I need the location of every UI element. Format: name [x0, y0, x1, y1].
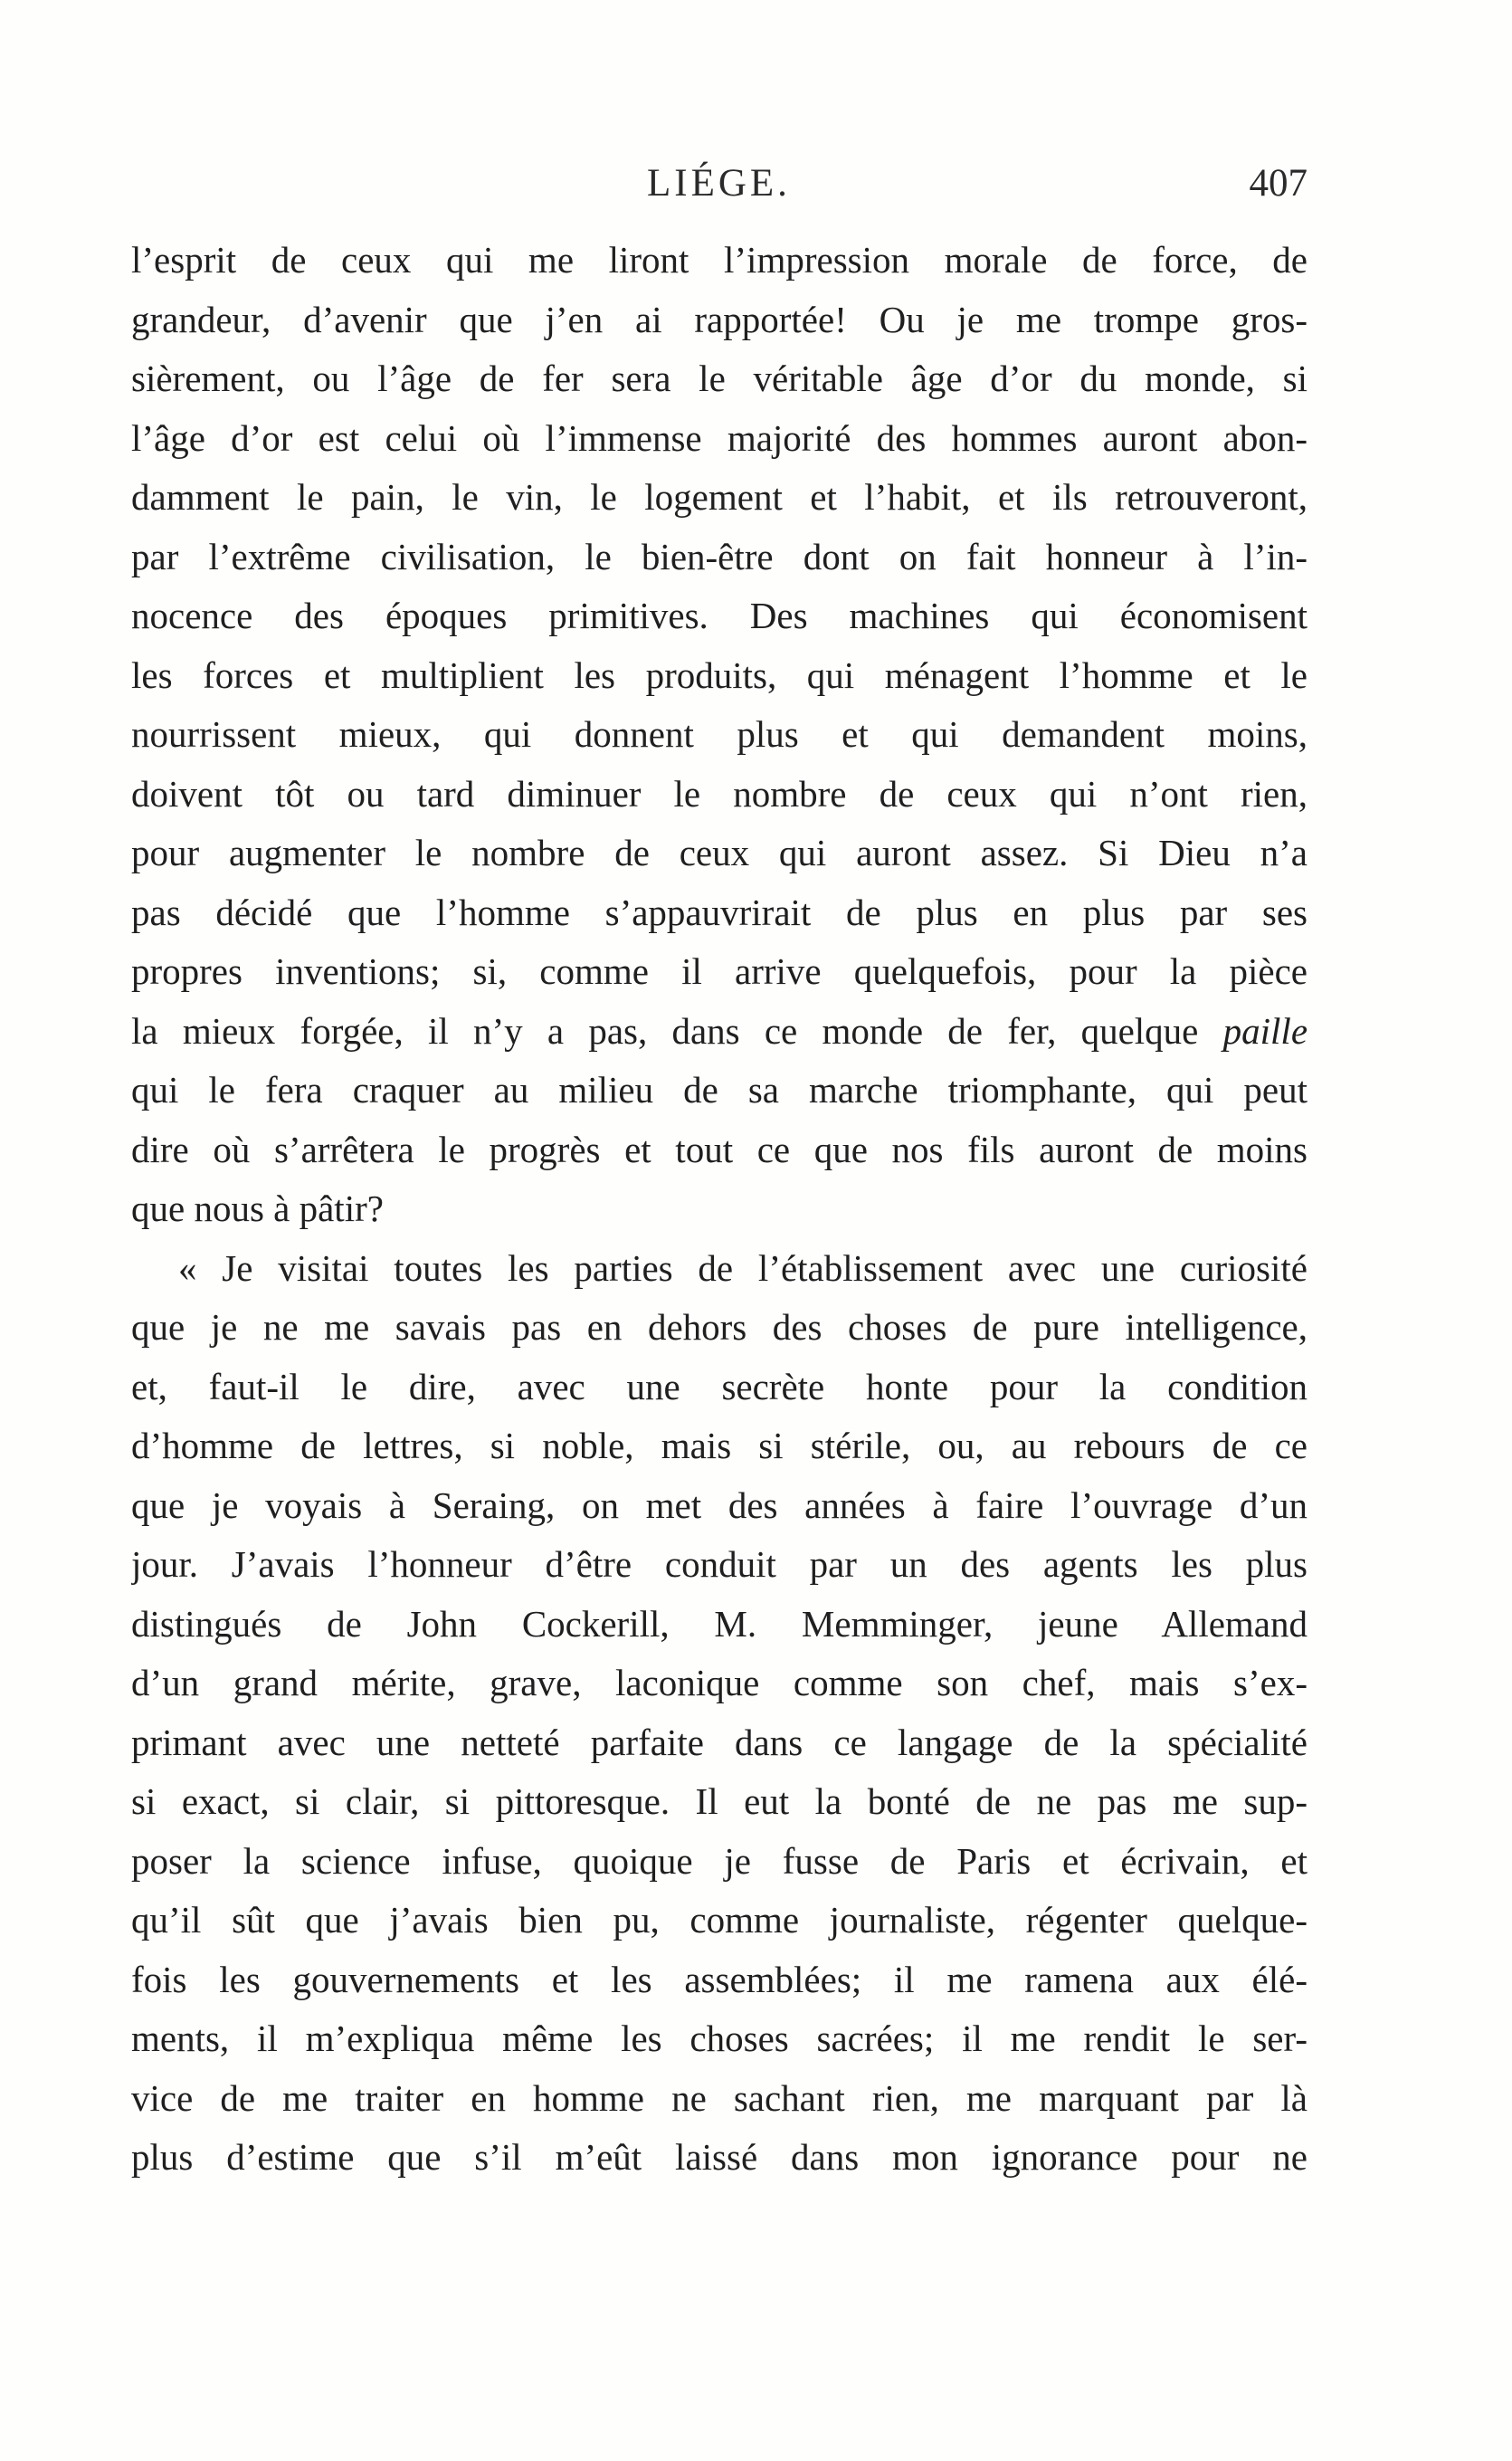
text-line: jour. J’avais l’honneur d’être conduit par un des agents les plus — [131, 1543, 1308, 1585]
text-line: dire où s’arrêtera le progrès et tout ce que nos fils auront de moins — [131, 1128, 1308, 1170]
text-line: que je ne me savais pas en dehors des choses de pure intelligence, — [131, 1306, 1308, 1348]
text-line: par l’extrême civilisation, le bien-être dont on fait honneur à l’in- — [131, 535, 1308, 577]
italic-word: paille — [1222, 1009, 1308, 1052]
text-line: distingués de John Cockerill, M. Memminger, jeune Allemand — [131, 1602, 1308, 1645]
text-line: fois les gouvernements et les assemblées; il me ramena aux élé- — [131, 1958, 1308, 2000]
page-header — [131, 161, 1308, 212]
text-line: sièrement, ou l’âge de fer sera le véritable âge d’or du monde, si — [131, 358, 1308, 399]
text-line: poser la science infuse, quoique je fusse de Paris et écrivain, et — [131, 1839, 1308, 1882]
text-line: nocence des époques primitives. Des machines qui économisent — [131, 595, 1308, 636]
text-line: les forces et multiplient les produits, qui ménagent l’homme et le — [131, 653, 1308, 696]
text-line: doivent tôt ou tard diminuer le nombre de ceux qui n’ont rien, — [131, 772, 1308, 815]
text-line: d’homme de lettres, si noble, mais si stérile, ou, au rebours de ce — [131, 1425, 1308, 1466]
running-title: LIÉGE. — [647, 162, 791, 205]
text-line: plus d’estime que s’il m’eût laissé dans mon ignorance pour ne — [131, 2136, 1308, 2178]
text-line: nourrissent mieux, qui donnent plus et qui demandent moins, — [131, 713, 1308, 755]
text-line: et, faut-il le dire, avec une secrète honte pour la condition — [131, 1365, 1308, 1407]
text-line: qu’il sût que j’avais bien pu, comme journaliste, régenter quelque- — [131, 1899, 1308, 1941]
text-line: propres inventions; si, comme il arrive quelquefois, pour la pièce — [131, 950, 1308, 992]
text-line: grandeur, d’avenir que j’en ai rapportée! Ou je me trompe gros- — [131, 298, 1308, 340]
page-number: 407 — [1249, 162, 1308, 205]
text-line: qui le fera craquer au milieu de sa marche triomphante, qui peut — [131, 1069, 1308, 1111]
text-line: si exact, si clair, si pittoresque. Il eut la bonté de ne pas me sup- — [131, 1780, 1308, 1822]
text-line: pour augmenter le nombre de ceux qui auront assez. Si Dieu n’a — [131, 832, 1308, 873]
body-text — [131, 231, 1308, 2188]
text-line: ments, il m’expliqua même les choses sacrées; il me rendit le ser- — [131, 2017, 1308, 2059]
text-line-segment: la mieux forgée, il n’y a pas, dans ce monde de fer, quelque — [131, 1009, 1199, 1052]
text-line: l’esprit de ceux qui me liront l’impression morale de force, de — [131, 239, 1308, 281]
text-line: que je voyais à Seraing, on met des années à faire l’ouvrage d’un — [131, 1483, 1308, 1526]
text-line: vice de me traiter en homme ne sachant rien, me marquant par là — [131, 2076, 1308, 2119]
text-line: pas décidé que l’homme s’appauvrirait de plus en plus par ses — [131, 891, 1308, 933]
text-line: l’âge d’or est celui où l’immense majorité des hommes auront abon- — [131, 416, 1308, 459]
text-line-with-italic — [131, 1002, 1308, 1062]
text-line: d’un grand mérite, grave, laconique comme son chef, mais s’ex- — [131, 1662, 1308, 1703]
text-line: damment le pain, le vin, le logement et l’habit, et ils retrouveront, — [131, 476, 1308, 518]
paragraph-end-line: que nous à pâtir? — [131, 1188, 384, 1229]
text-line: primant avec une netteté parfaite dans ce langage de la spécialité — [131, 1721, 1308, 1763]
paragraph-start-line: « Je visitai toutes les parties de l’établissement avec une curiosité — [178, 1246, 1308, 1289]
